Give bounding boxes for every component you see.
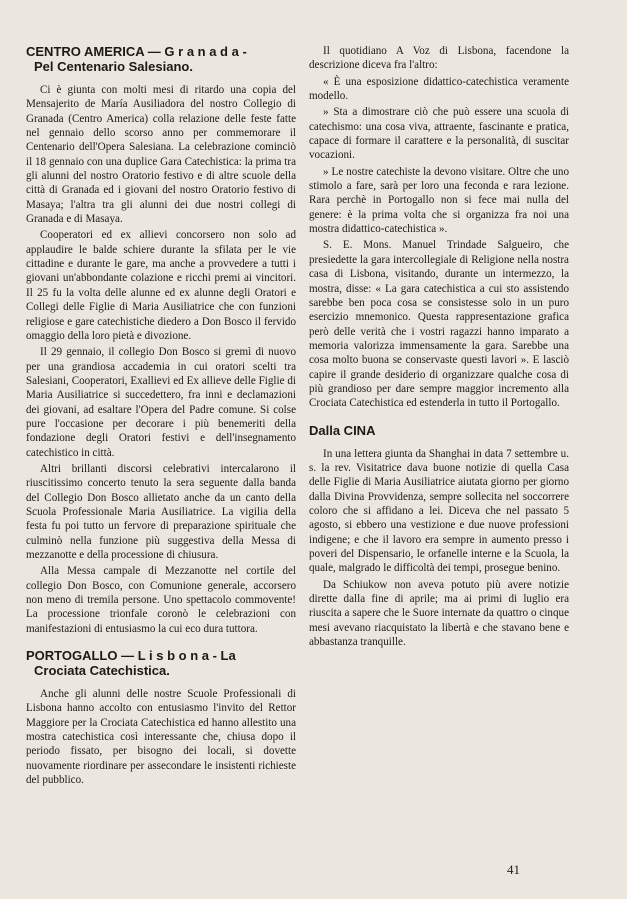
section-cina xyxy=(309,423,569,650)
paragraph: Da Schiukow non aveva potuto più avere notizie dirette dalla fine di aprile; ma ai primi di luglio era riuscita a sapere che le Suore internate da quattro o cinque mesi avevano riacquistato la libertà e che stavano bene e abbastanza tranquille. xyxy=(309,578,569,649)
paragraph: S. E. Mons. Manuel Trindade Salgueiro, che presiedette la gara intercollegiale di Religione nella nostra casa di Lisbona, visitando, durante un intermezzo, la mostra, disse: « La gara catechistica a cui sto assistendo sarebbe ben poca cosa se consistesse solo in un puro esercizio mnemonico. Questa rappresentazione grafica però delle verità che i vostri ragazzi hanno imparato a memoria valorizza immensamente la gara. Sarebbe una cosa molto buona se conservaste questi lavori ». E lasciò capire il grande desiderio di organizzare qualche cosa di più grandioso per dare sempre maggior incremento alla Crociata Catechistica ed estenderla in tutto il Portogallo. xyxy=(309,239,569,410)
paragraph: » Sta a dimostrare ciò che può essere una scuola di catechismo: una cosa viva, attraente, fascinante e pratica, capace di formare il carattere e la personalità, di suscitar vocazioni. xyxy=(309,106,569,162)
paragraph: Cooperatori ed ex allievi concorsero non solo ad applaudire le balde schiere durante la sfilata per le vie cittadine e durante le gare, ma anche a provvedere a tutti i giovani un'abbondante colazione e ricchi premi ai vincitori. Il 25 fu la volta delle alunne ed ex alunne degli Oratori e Collegi delle Figlie di Maria Ausiliatrice che con funzioni religiose e gare catechistiche diedero a Don Bosco il fervido omaggio della loro pietà e divozione. xyxy=(26,229,296,342)
subheading-text: Pel Centenario Salesiano. xyxy=(34,59,193,74)
right-column xyxy=(309,44,569,651)
heading-text: PORTOGALLO — L i s b o n a - La xyxy=(26,648,236,664)
heading-text: Dalla CINA xyxy=(309,422,376,438)
section-heading-cina xyxy=(309,423,569,438)
section-portogallo xyxy=(26,648,296,787)
heading-text: CENTRO AMERICA — G r a n a d a - xyxy=(26,44,247,59)
paragraph: Altri brillanti discorsi celebrativi intercalarono il riuscitissimo concerto tenuto la sera seguente dalla banda del Collegio Don Bosco allietato anche da un canto della Scuola Professionale Maria Ausiliatrice. La vigilia della festa fu poi tutto un fervore di preparazione spirituale che culminò nella funzione più suggestiva della Messa di mezzanotte e della processione di chiusura. xyxy=(26,462,296,561)
section-heading-centro-america xyxy=(26,44,296,74)
paragraph: In una lettera giunta da Shanghai in data 7 settembre u. s. la rev. Visitatrice dava buone notizie di quella Casa delle Figlie di Maria Ausiliatrice aiutata giorno per giorno dalla Divina Provvidenza, sempre sollecita nel soccorrere coloro che si affidano a lei. Diceva che nel passato 5 agosto, si ebbero una vestizione e due nuove professioni indigene; e che il lavoro era sempre in aumento presso i poveri del Dispensario, le orfanelle interne e la Scuola, la quale, malgrado le difficoltà dei tempi, prosegue benino. xyxy=(309,447,569,575)
paragraph: Il quotidiano A Voz di Lisbona, facendone la descrizione diceva fra l'altro: xyxy=(309,45,569,72)
left-column xyxy=(26,44,296,789)
paragraph: Anche gli alunni delle nostre Scuole Professionali di Lisbona hanno accolto con entusiasmo l'invito del Rettor Maggiore per la Crociata Catechistica ed hanno allestito una mostra catechistica così interessante che, chiusa dopo il periodo fissato, per bisogno dei locali, si dovette nuovamente riordinare per assecondare le insistenti richieste del pubblico. xyxy=(26,688,296,787)
paragraph: Ci è giunta con molti mesi di ritardo una copia del Mensajerito de María Ausiliadora del nostro Collegio di Granada (Centro America) colla relazione delle feste fatte nel gennaio dello scorso anno per commemorare il Centenario dell'Opera Salesiana. La celebrazione cominciò il 18 gennaio con una duplice Gara Catechistica: la prima tra gli alunni del nostro Oratorio festivo e di altre scuole della città di Granada ed i giovani del nostro Oratorio festivo di Masaya; l'altra tra gli alunni dei due nostri collegi di Granada e di Masaya. xyxy=(26,84,296,226)
section-heading-portogallo xyxy=(26,648,296,678)
paragraph: « È una esposizione didattico-catechistica veramente modello. xyxy=(309,75,569,103)
paragraph: » Le nostre catechiste la devono visitare. Oltre che uno stimolo a fare, sarà per loro una feconda e rara lezione. Rara perchè in Portogallo non si fece mai nulla del genere: è la prima volta che si organizza fra noi una mostra didattico-catechistica ». xyxy=(309,165,569,236)
section-portogallo-continued xyxy=(309,44,569,411)
page-number: 41 xyxy=(507,862,520,877)
paragraph: Alla Messa campale di Mezzanotte nel cortile del collegio Don Bosco, con Comunione generale, accorsero non meno di tremila persone. Uno spettacolo commovente! La processione trionfale coronò le celebrazioni con manifestazioni di entusiasmo la cui eco dura tuttora. xyxy=(26,565,296,635)
subheading-text: Crociata Catechistica. xyxy=(34,663,170,679)
section-centro-america xyxy=(26,44,296,636)
paragraph: Il 29 gennaio, il collegio Don Bosco si gremì di nuovo per una grandiosa accademia in cui oratori scelti tra Salesiani, Cooperatori, Exallievi ed Ex allieve delle Figlie di Maria Ausiliatrice si succedettero, fra inni e declamazioni dei giovani, ad esaltare l'Opera del Padre comune. Si colse pure l'occasione per decorare i più benemeriti della fondazione degli Oratori festivi e dell'insegnamento catechistico in città. xyxy=(26,346,296,459)
